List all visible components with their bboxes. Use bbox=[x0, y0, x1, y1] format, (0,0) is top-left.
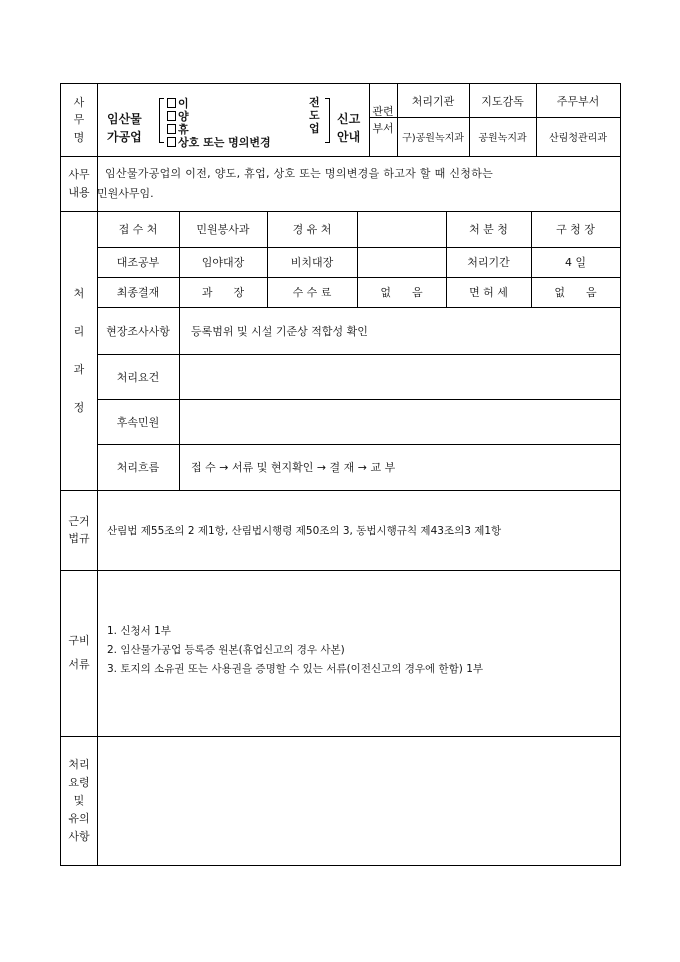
checkbox-icon bbox=[167, 98, 176, 108]
label-text: 서류 bbox=[68, 658, 90, 671]
label-text: 관련 bbox=[372, 104, 394, 118]
flow-value: 접 수 → 서류 및 현지확인 → 결 재 → 교 부 bbox=[191, 461, 396, 474]
flow-label: 처리흐름 bbox=[116, 461, 160, 474]
label-text: 구비 bbox=[68, 634, 90, 647]
followup-label: 후속민원 bbox=[116, 415, 160, 429]
followup-value bbox=[179, 399, 620, 444]
label-text: 요령 bbox=[68, 775, 90, 789]
option-suffix: 업 bbox=[309, 122, 320, 135]
label-text: 근거 bbox=[68, 514, 90, 528]
cell-license-tax-label: 면 허 세 bbox=[469, 286, 508, 299]
document-item: 1. 신청서 1부 bbox=[107, 625, 171, 637]
requirements-label: 처리요건 bbox=[116, 370, 160, 384]
label-text: 사무 bbox=[68, 168, 90, 182]
label-text: 부서 bbox=[372, 122, 394, 135]
dept-value-main: 산림청관리과 bbox=[549, 133, 607, 144]
label-text: 법규 bbox=[68, 532, 90, 545]
label-text: 및 bbox=[73, 793, 85, 807]
right-bracket bbox=[325, 98, 330, 143]
content-line: 임산물가공업의 이전, 양도, 휴업, 상호 또는 명의변경을 하고자 할 때 신청하는 bbox=[105, 167, 494, 180]
dept-value-processing: 구)공원녹지과 bbox=[402, 133, 464, 144]
cell-via-value bbox=[357, 211, 446, 247]
label-char: 리 bbox=[73, 324, 85, 338]
dept-header-supervision: 지도감독 bbox=[481, 94, 524, 108]
cell-license-tax-value: 없 음 bbox=[554, 286, 597, 299]
document-item: 2. 임산물가공업 등록증 원본(휴업신고의 경우 사본) bbox=[107, 644, 345, 656]
cell-authority-value: 구 청 장 bbox=[556, 223, 595, 236]
title-right-1: 신고 bbox=[337, 112, 361, 126]
cell-ledger-value: 임야대장 bbox=[201, 256, 245, 269]
label-char: 사 bbox=[73, 96, 85, 110]
cell-reception-label: 접 수 처 bbox=[118, 223, 158, 236]
inspection-label: 현장조사사항 bbox=[106, 324, 170, 338]
label-char: 무 bbox=[73, 113, 85, 127]
option-suffixes bbox=[309, 96, 320, 135]
dept-value-supervision: 공원녹지과 bbox=[478, 133, 527, 144]
cell-approval-value: 과 장 bbox=[201, 286, 245, 299]
left-bracket bbox=[159, 98, 164, 143]
label-text: 내용 bbox=[68, 185, 90, 199]
label-char: 처 bbox=[73, 286, 85, 300]
civil-service-guide-form bbox=[60, 83, 621, 866]
dept-header-processing: 처리기관 bbox=[411, 94, 455, 108]
label-char: 명 bbox=[73, 130, 85, 144]
content-line: 민원사무임. bbox=[97, 187, 154, 200]
service-title bbox=[97, 84, 369, 156]
cell-via-label: 경 유 처 bbox=[292, 223, 332, 236]
option-text: 이 bbox=[178, 96, 189, 110]
checkbox-icon bbox=[167, 124, 176, 134]
row-label-service-name bbox=[61, 84, 97, 156]
option-name-change bbox=[167, 135, 335, 148]
dept-header-main: 주무부서 bbox=[556, 94, 600, 108]
cell-authority-label: 처 분 청 bbox=[469, 223, 508, 236]
title-right-2: 안내 bbox=[337, 130, 361, 144]
label-char: 정 bbox=[73, 400, 85, 414]
label-text: 사항 bbox=[68, 829, 90, 843]
title-left-1: 임산물 bbox=[107, 112, 142, 126]
row-label-notes bbox=[61, 736, 97, 865]
option-text: 휴 bbox=[178, 122, 189, 136]
cell-approval-label: 최종결재 bbox=[116, 286, 160, 299]
law-text: 산림법 제55조의 2 제1항, 산림법시행령 제50조의 3, 동법시행규칙 제43조의3 제1항 bbox=[107, 524, 502, 537]
cell-kept-label: 비치대장 bbox=[290, 256, 334, 269]
checkbox-icon bbox=[167, 111, 176, 121]
documents-list bbox=[97, 570, 620, 736]
title-left-2: 가공업 bbox=[107, 130, 142, 144]
related-dept-label bbox=[369, 84, 397, 156]
requirements-value bbox=[179, 354, 620, 399]
cell-kept-value bbox=[357, 247, 446, 277]
row-label-law bbox=[61, 490, 97, 570]
label-char: 과 bbox=[73, 362, 85, 376]
cell-fee-value: 없 음 bbox=[380, 286, 423, 299]
option-text: 상호 또는 명의변경 bbox=[178, 135, 271, 149]
cell-period-label: 처리기간 bbox=[467, 256, 510, 269]
cell-reception-value: 민원봉사과 bbox=[196, 223, 250, 236]
checkbox-icon bbox=[167, 137, 176, 147]
label-text: 처리 bbox=[68, 757, 90, 771]
document-item: 3. 토지의 소유권 또는 사용권을 증명할 수 있는 서류(이전신고의 경우에 한함) 1부 bbox=[107, 663, 484, 675]
notes-text bbox=[97, 736, 620, 865]
cell-period-value: 4 일 bbox=[564, 256, 587, 269]
cell-ledger-label: 대조공부 bbox=[116, 256, 160, 269]
option-suffix: 도 bbox=[309, 109, 320, 122]
service-content-text bbox=[97, 156, 620, 211]
option-text: 양 bbox=[178, 109, 189, 123]
row-label-process bbox=[61, 211, 97, 490]
option-suffix: 전 bbox=[309, 96, 320, 109]
row-label-documents bbox=[61, 570, 97, 736]
row-label-service-content bbox=[61, 156, 97, 211]
cell-fee-label: 수 수 료 bbox=[292, 286, 332, 299]
label-text: 유의 bbox=[68, 811, 90, 825]
inspection-value: 등록범위 및 시설 기준상 적합성 확인 bbox=[191, 324, 368, 338]
